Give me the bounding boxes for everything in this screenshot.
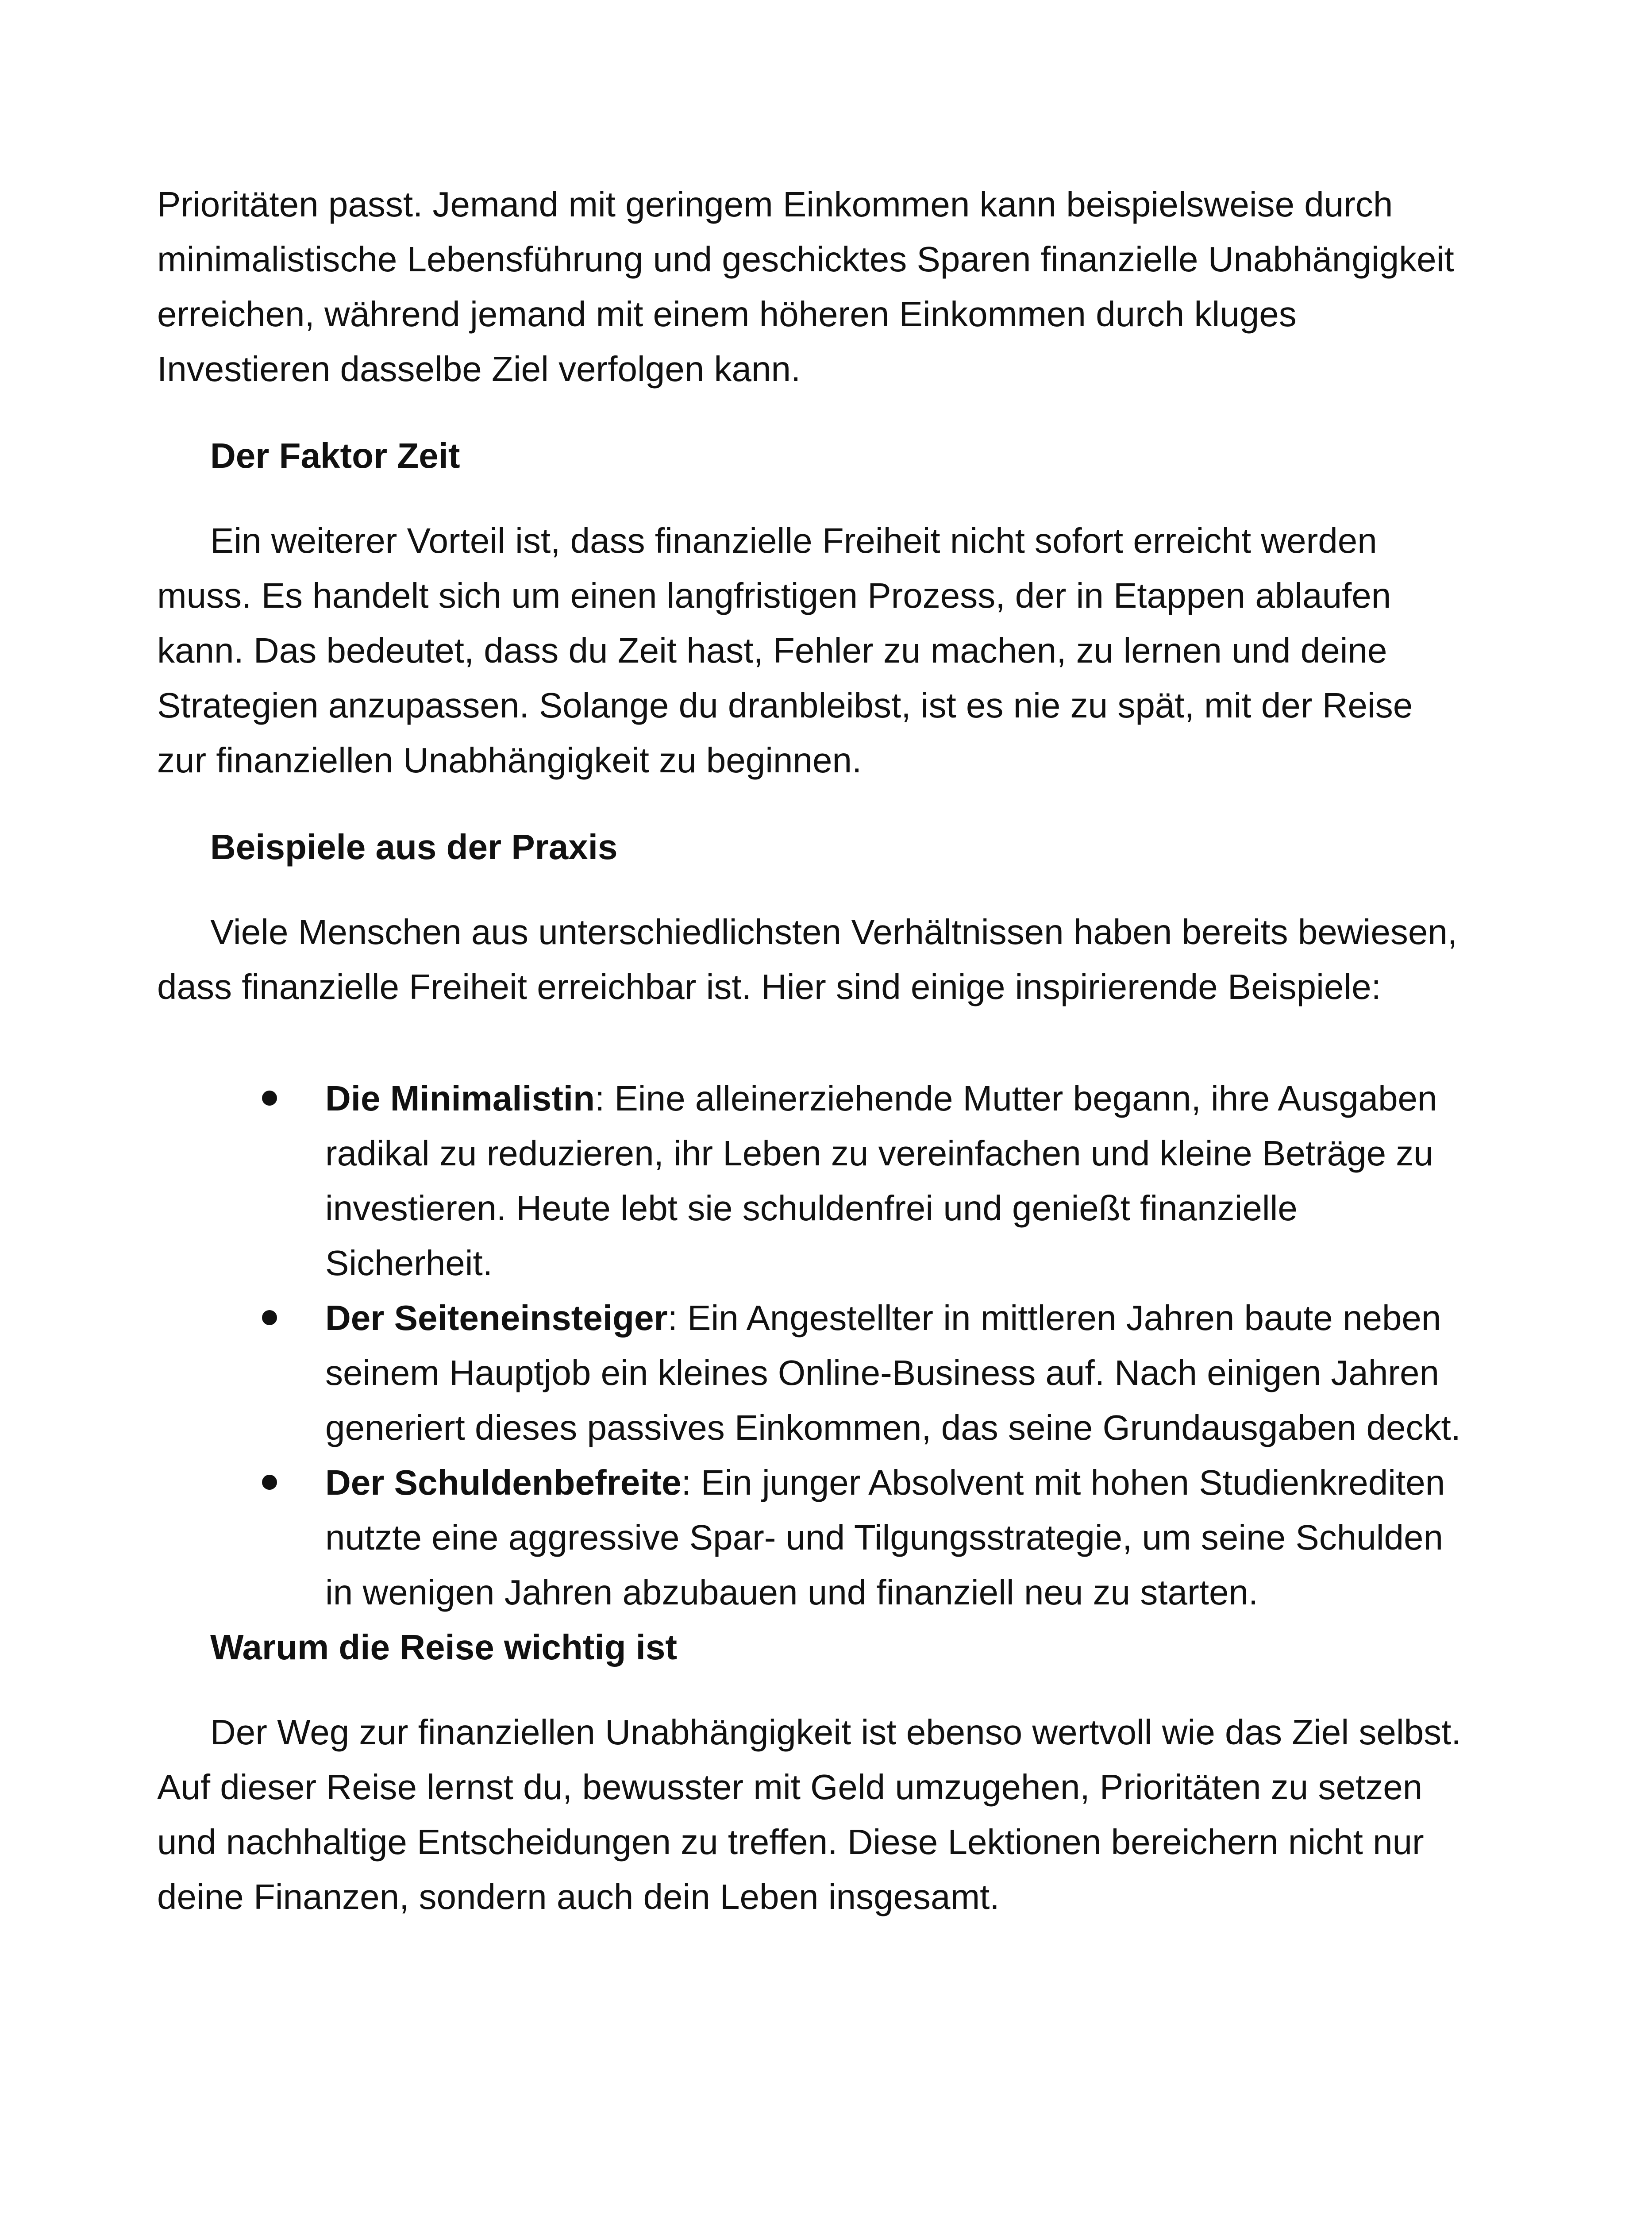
examples-list	[157, 1071, 1467, 1620]
paragraph-intro-continued: Prioritäten passt. Jemand mit geringem Einkommen kann beispielsweise durch minimalistische Lebensführung und geschicktes Sparen finanzielle Unabhängigkeit erreichen, während jemand mit einem höheren Einkommen durch kluges Investieren dasselbe Ziel verfolgen kann.	[157, 185, 1454, 389]
document-page	[157, 177, 1467, 1924]
example-term: Der Schuldenbefreite	[325, 1463, 682, 1502]
list-item	[157, 1071, 1467, 1291]
example-term: Die Minimalistin	[325, 1079, 595, 1118]
paragraph-reise-wichtig: Der Weg zur finanziellen Unabhängigkeit ist ebenso wertvoll wie das Ziel selbst. Auf dieser Reise lernst du, bewusster mit Geld umzugehen, Prioritäten zu setzen und nachhaltige Entscheidungen zu treffen. Diese Lektionen bereichern nicht nur deine Finanzen, sondern auch dein Leben insgesamt.	[157, 1712, 1461, 1916]
example-term: Der Seiteneinsteiger	[325, 1298, 668, 1338]
paragraph-faktor-zeit: Ein weiterer Vorteil ist, dass finanzielle Freiheit nicht sofort erreicht werden muss. Es handelt sich um einen langfristigen Prozess, der in Etappen ablaufen kann. Das bedeutet, dass du Zeit hast, Fehler zu machen, zu lernen und deine Strategien anzupassen. Solange du dranbleibst, ist es nie zu spät, mit der Reise zur finanziellen Unabhängigkeit zu beginnen.	[157, 521, 1413, 780]
list-item	[157, 1455, 1467, 1620]
example-text: : Ein junger Absolvent mit hohen Studienkrediten nutzte eine aggressive Spar- und Tilgungsstrategie, um seine Schulden in wenigen Jahren abzubauen und finanziell neu zu starten.	[325, 1463, 1445, 1612]
bullet-icon	[262, 1475, 277, 1490]
bullet-icon	[262, 1310, 277, 1325]
bullet-icon	[262, 1091, 277, 1106]
list-item	[157, 1291, 1467, 1455]
heading-reise-wichtig: Warum die Reise wichtig ist	[210, 1627, 678, 1667]
example-text: : Eine alleinerziehende Mutter begann, ihre Ausgaben radikal zu reduzieren, ihr Leben zu vereinfachen und kleine Beträge zu investieren. Heute lebt sie schuldenfrei und genießt finanzielle Sicherheit.	[325, 1079, 1437, 1283]
heading-beispiele-praxis: Beispiele aus der Praxis	[210, 827, 618, 867]
heading-faktor-zeit: Der Faktor Zeit	[210, 436, 460, 475]
example-text: : Ein Angestellter in mittleren Jahren baute neben seinem Hauptjob ein kleines Online-Business auf. Nach einigen Jahren generiert dieses passives Einkommen, das seine Grundausgaben deckt.	[325, 1298, 1461, 1447]
paragraph-beispiele-praxis: Viele Menschen aus unterschiedlichsten Verhältnissen haben bereits bewiesen, dass finanzielle Freiheit erreichbar ist. Hier sind einige inspirierende Beispiele:	[157, 912, 1458, 1006]
